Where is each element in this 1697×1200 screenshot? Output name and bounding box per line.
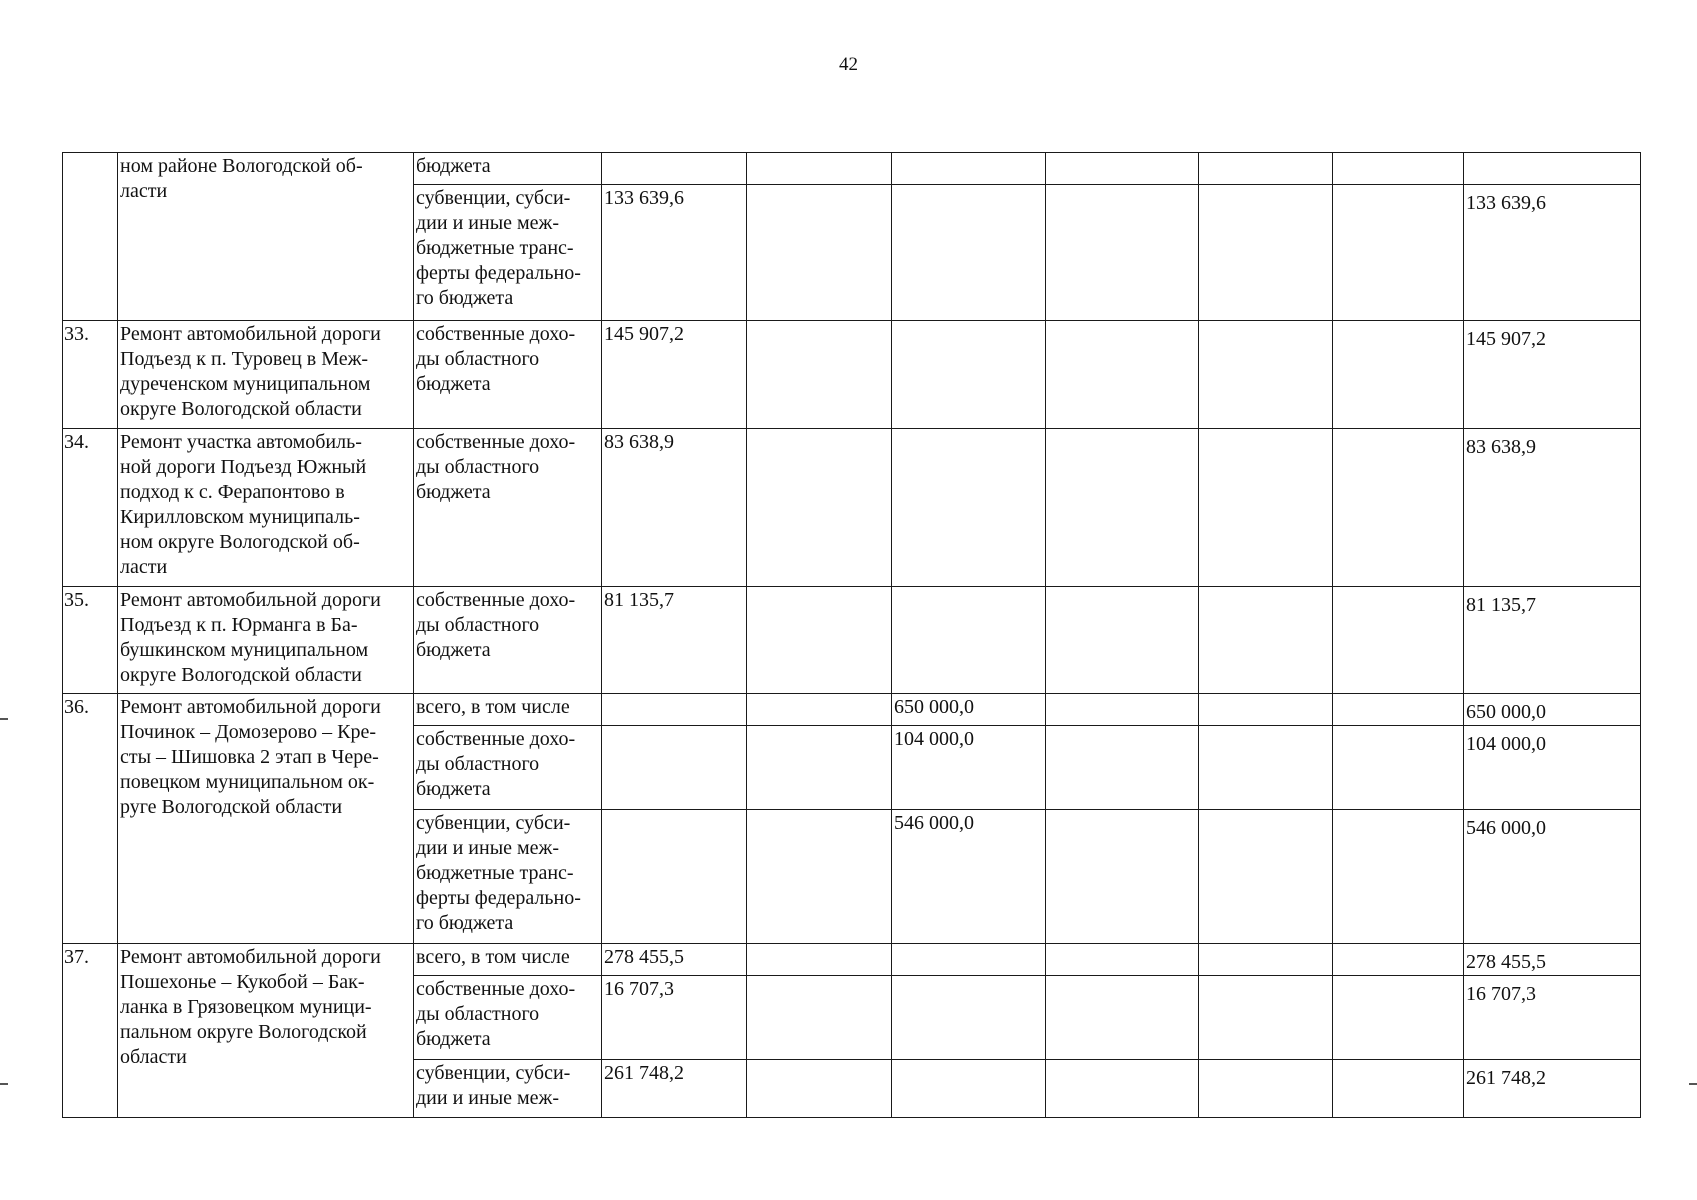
empty-cell xyxy=(1333,1060,1464,1118)
total-value-cell: 650 000,0 xyxy=(1464,694,1641,726)
year3-value-cell xyxy=(1199,1060,1333,1118)
total-value-cell: 83 638,9 xyxy=(1464,429,1641,587)
empty-cell xyxy=(1333,694,1464,726)
empty-cell xyxy=(747,321,892,429)
year2-value-cell xyxy=(892,1060,1046,1118)
object-name-cell: Ремонт автомобильной дороги Подъезд к п. Туровец в Меж- дуреченском муниципальном округе Вологодской области xyxy=(118,321,414,429)
empty-cell xyxy=(1333,429,1464,587)
empty-cell xyxy=(1333,976,1464,1060)
empty-cell xyxy=(1333,726,1464,810)
funding-source-cell: всего, в том числе xyxy=(414,694,602,726)
year3-value-cell xyxy=(1199,694,1333,726)
empty-cell xyxy=(747,185,892,321)
funding-source-cell: собственные дохо- ды областного бюджета xyxy=(414,587,602,694)
page-number: 42 xyxy=(839,54,858,75)
empty-cell xyxy=(747,726,892,810)
empty-cell xyxy=(1333,587,1464,694)
year3-value-cell xyxy=(1199,810,1333,944)
year1-value-cell: 16 707,3 xyxy=(602,976,747,1060)
empty-cell xyxy=(1333,944,1464,976)
year2-value-cell xyxy=(892,185,1046,321)
year1-value-cell: 81 135,7 xyxy=(602,587,747,694)
empty-cell xyxy=(1046,810,1199,944)
total-value-cell: 145 907,2 xyxy=(1464,321,1641,429)
object-name-cell: Ремонт автомобильной дороги Пошехонье – Кукобой – Бак- ланка в Грязовецком муници- пальном округе Вологодской области xyxy=(118,944,414,1118)
table-row xyxy=(63,153,1641,185)
row-number-cell: 34. xyxy=(63,429,118,587)
year3-value-cell xyxy=(1199,321,1333,429)
year1-value-cell xyxy=(602,810,747,944)
year1-value-cell: 278 455,5 xyxy=(602,944,747,976)
empty-cell xyxy=(747,587,892,694)
empty-cell xyxy=(1046,694,1199,726)
year1-value-cell: 133 639,6 xyxy=(602,185,747,321)
empty-cell xyxy=(1046,321,1199,429)
empty-cell xyxy=(1046,185,1199,321)
table-row xyxy=(63,587,1641,694)
year1-value-cell: 83 638,9 xyxy=(602,429,747,587)
funding-source-cell: собственные дохо- ды областного бюджета xyxy=(414,726,602,810)
year1-value-cell xyxy=(602,726,747,810)
total-value-cell: 546 000,0 xyxy=(1464,810,1641,944)
year1-value-cell: 145 907,2 xyxy=(602,321,747,429)
object-name-cell: ном районе Вологодской об- ласти xyxy=(118,153,414,321)
year2-value-cell: 104 000,0 xyxy=(892,726,1046,810)
year3-value-cell xyxy=(1199,153,1333,185)
empty-cell xyxy=(747,694,892,726)
empty-cell xyxy=(1046,944,1199,976)
year2-value-cell: 546 000,0 xyxy=(892,810,1046,944)
empty-cell xyxy=(1333,321,1464,429)
year2-value-cell: 650 000,0 xyxy=(892,694,1046,726)
year1-value-cell: 261 748,2 xyxy=(602,1060,747,1118)
program-objects-table xyxy=(62,152,1641,1118)
row-number-cell: 35. xyxy=(63,587,118,694)
object-name-cell: Ремонт автомобильной дороги Подъезд к п. Юрманга в Ба- бушкинском муниципальном округе Вологодской области xyxy=(118,587,414,694)
margin-mark xyxy=(0,1083,8,1085)
empty-cell xyxy=(747,153,892,185)
empty-cell xyxy=(747,976,892,1060)
year3-value-cell xyxy=(1199,185,1333,321)
total-value-cell: 81 135,7 xyxy=(1464,587,1641,694)
table-row xyxy=(63,944,1641,976)
row-number-cell xyxy=(63,153,118,321)
year2-value-cell xyxy=(892,587,1046,694)
margin-mark xyxy=(1689,1083,1697,1085)
year2-value-cell xyxy=(892,429,1046,587)
empty-cell xyxy=(747,944,892,976)
table-row xyxy=(63,321,1641,429)
year2-value-cell xyxy=(892,153,1046,185)
year1-value-cell xyxy=(602,694,747,726)
empty-cell xyxy=(1046,153,1199,185)
empty-cell xyxy=(747,429,892,587)
funding-source-cell: всего, в том числе xyxy=(414,944,602,976)
funding-source-cell: бюджета xyxy=(414,153,602,185)
object-name-cell: Ремонт участка автомобиль- ной дороги Подъезд Южный подход к с. Ферапонтово в Кирилловском муниципаль- ном округе Вологодской об- ласти xyxy=(118,429,414,587)
funding-source-cell: собственные дохо- ды областного бюджета xyxy=(414,429,602,587)
year2-value-cell xyxy=(892,976,1046,1060)
object-name-cell: Ремонт автомобильной дороги Починок – Домозерово – Кре- сты – Шишовка 2 этап в Чере- повецком муниципальном ок- руге Вологодской области xyxy=(118,694,414,944)
year3-value-cell xyxy=(1199,587,1333,694)
table-row xyxy=(63,694,1641,726)
empty-cell xyxy=(1333,810,1464,944)
year2-value-cell xyxy=(892,944,1046,976)
empty-cell xyxy=(747,810,892,944)
empty-cell xyxy=(1046,976,1199,1060)
empty-cell xyxy=(1333,185,1464,321)
funding-source-cell: собственные дохо- ды областного бюджета xyxy=(414,321,602,429)
funding-source-cell: субвенции, субси- дии и иные меж- бюджетные транс- ферты федерально- го бюджета xyxy=(414,810,602,944)
row-number-cell: 37. xyxy=(63,944,118,1118)
empty-cell xyxy=(1046,726,1199,810)
total-value-cell: 104 000,0 xyxy=(1464,726,1641,810)
row-number-cell: 33. xyxy=(63,321,118,429)
table-row xyxy=(63,429,1641,587)
year2-value-cell xyxy=(892,321,1046,429)
total-value-cell: 261 748,2 xyxy=(1464,1060,1641,1118)
empty-cell xyxy=(1046,1060,1199,1118)
year3-value-cell xyxy=(1199,429,1333,587)
empty-cell xyxy=(747,1060,892,1118)
funding-source-cell: субвенции, субси- дии и иные меж- бюджетные транс- ферты федерально- го бюджета xyxy=(414,185,602,321)
total-value-cell: 16 707,3 xyxy=(1464,976,1641,1060)
total-value-cell xyxy=(1464,153,1641,185)
year3-value-cell xyxy=(1199,944,1333,976)
year1-value-cell xyxy=(602,153,747,185)
year3-value-cell xyxy=(1199,726,1333,810)
funding-source-cell: субвенции, субси- дии и иные меж- xyxy=(414,1060,602,1118)
year3-value-cell xyxy=(1199,976,1333,1060)
total-value-cell: 278 455,5 xyxy=(1464,944,1641,976)
row-number-cell: 36. xyxy=(63,694,118,944)
empty-cell xyxy=(1046,429,1199,587)
total-value-cell: 133 639,6 xyxy=(1464,185,1641,321)
funding-source-cell: собственные дохо- ды областного бюджета xyxy=(414,976,602,1060)
empty-cell xyxy=(1046,587,1199,694)
margin-mark xyxy=(0,718,8,720)
empty-cell xyxy=(1333,153,1464,185)
